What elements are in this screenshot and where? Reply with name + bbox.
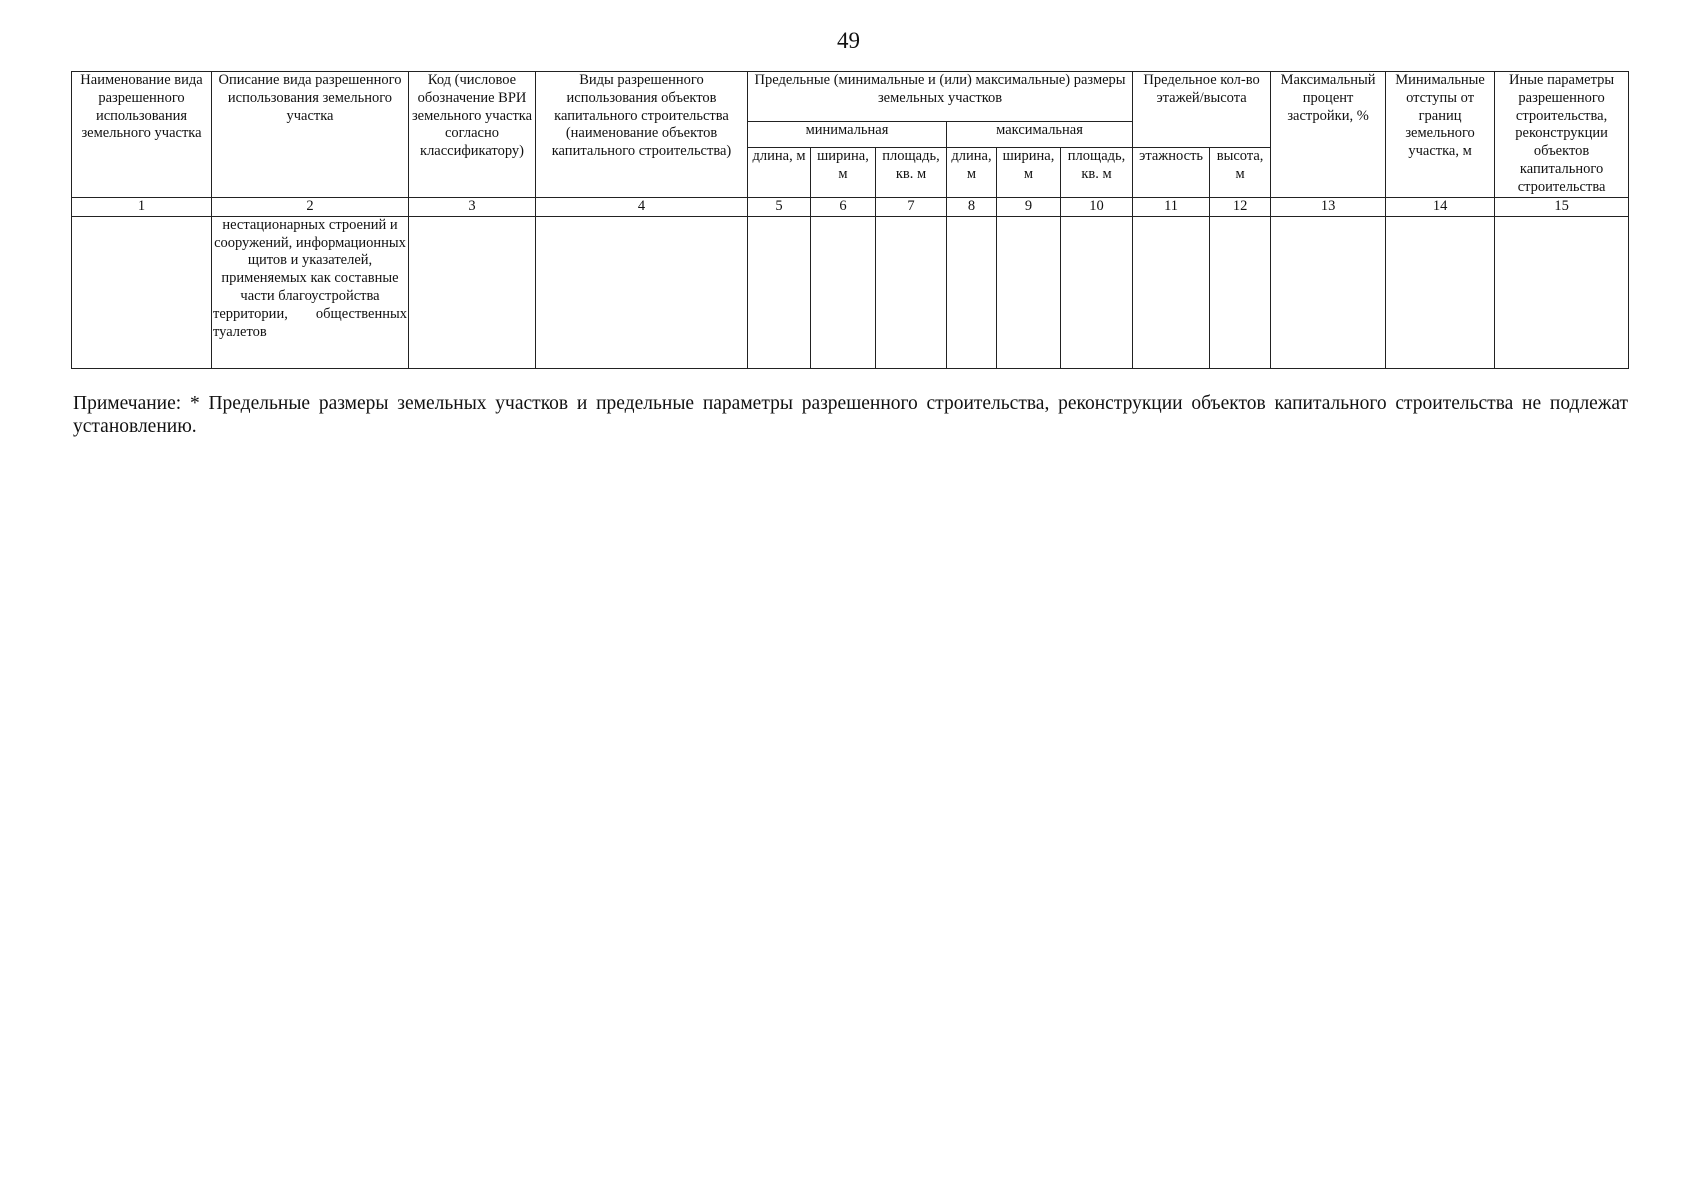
description-line: сооружений, — [214, 234, 293, 251]
header-c12: высота, м — [1210, 147, 1271, 197]
description-line: как составные части — [240, 270, 399, 305]
header-c15: Иные параметры разрешенного строительства, реконструкции объектов капитального строительства — [1495, 72, 1629, 198]
header-c11: этажность — [1133, 147, 1210, 197]
cell-c12 — [1210, 216, 1271, 368]
column-number: 10 — [1061, 197, 1133, 216]
cell-c8 — [947, 216, 997, 368]
cell-c15 — [1495, 216, 1629, 368]
header-c3: Код (числовое обозначение ВРИ земельного участка согласно классификатору) — [409, 72, 536, 198]
column-number: 14 — [1386, 197, 1495, 216]
cell-c5 — [748, 216, 811, 368]
cell-c7 — [876, 216, 947, 368]
description-line: информационных щитов и — [247, 234, 406, 269]
cell-c6 — [811, 216, 876, 368]
header-row-top — [72, 72, 1629, 122]
header-c9: ширина, м — [997, 147, 1061, 197]
column-number: 3 — [409, 197, 536, 216]
column-number: 12 — [1210, 197, 1271, 216]
cell-c3 — [409, 216, 536, 368]
cell-c9 — [997, 216, 1061, 368]
page-number: 49 — [837, 28, 860, 53]
column-number: 8 — [947, 197, 997, 216]
cell-c1 — [72, 216, 212, 368]
header-c1: Наименование вида разрешенного использования земельного участка — [72, 72, 212, 198]
zoning-parameters-table — [71, 71, 1629, 369]
header-c2: Описание вида разрешенного использования земельного участка — [212, 72, 409, 198]
column-number: 1 — [72, 197, 212, 216]
column-number: 9 — [997, 197, 1061, 216]
column-number: 7 — [876, 197, 947, 216]
header-c6: ширина, м — [811, 147, 876, 197]
header-group-sizes: Предельные (минимальные и (или) максимальные) размеры земельных участков — [748, 72, 1133, 122]
table-row — [72, 216, 1629, 368]
column-number: 13 — [1271, 197, 1386, 216]
description-line: туалетов — [213, 323, 267, 340]
description-line: территории, общественных — [213, 305, 407, 322]
column-number: 6 — [811, 197, 876, 216]
description-line: благоустройства — [278, 288, 380, 305]
header-c10: площадь, кв. м — [1061, 147, 1133, 197]
column-number: 15 — [1495, 197, 1629, 216]
cell-c13 — [1271, 216, 1386, 368]
column-number: 2 — [212, 197, 409, 216]
cell-c10 — [1061, 216, 1133, 368]
header-c13: Максимальный процент застройки, % — [1271, 72, 1386, 198]
cell-c14 — [1386, 216, 1495, 368]
column-number: 11 — [1133, 197, 1210, 216]
column-number: 5 — [748, 197, 811, 216]
header-c7: площадь, кв. м — [876, 147, 947, 197]
header-c8: длина, м — [947, 147, 997, 197]
cell-description — [212, 216, 409, 368]
footnote: Примечание: * Предельные размеры земельных участков и предельные параметры разрешенного строительства, реконструкции объектов капитального строительства не подлежат установлению. — [73, 393, 1628, 438]
header-min: минимальная — [748, 122, 947, 148]
header-c14: Минимальные отступы от границ земельного участка, м — [1386, 72, 1495, 198]
header-c5: длина, м — [748, 147, 811, 197]
column-number: 4 — [536, 197, 748, 216]
description-line: указателей, применяемых — [221, 252, 373, 287]
cell-c4 — [536, 216, 748, 368]
description-line: нестационарных строений и — [222, 216, 398, 233]
column-number-row — [72, 197, 1629, 216]
cell-c11 — [1133, 216, 1210, 368]
header-max: максимальная — [947, 122, 1133, 148]
header-c4: Виды разрешенного использования объектов капитального строительства (наименование объектов капитального строительства) — [536, 72, 748, 198]
header-group-floors: Предельное кол-во этажей/высота — [1133, 72, 1271, 148]
